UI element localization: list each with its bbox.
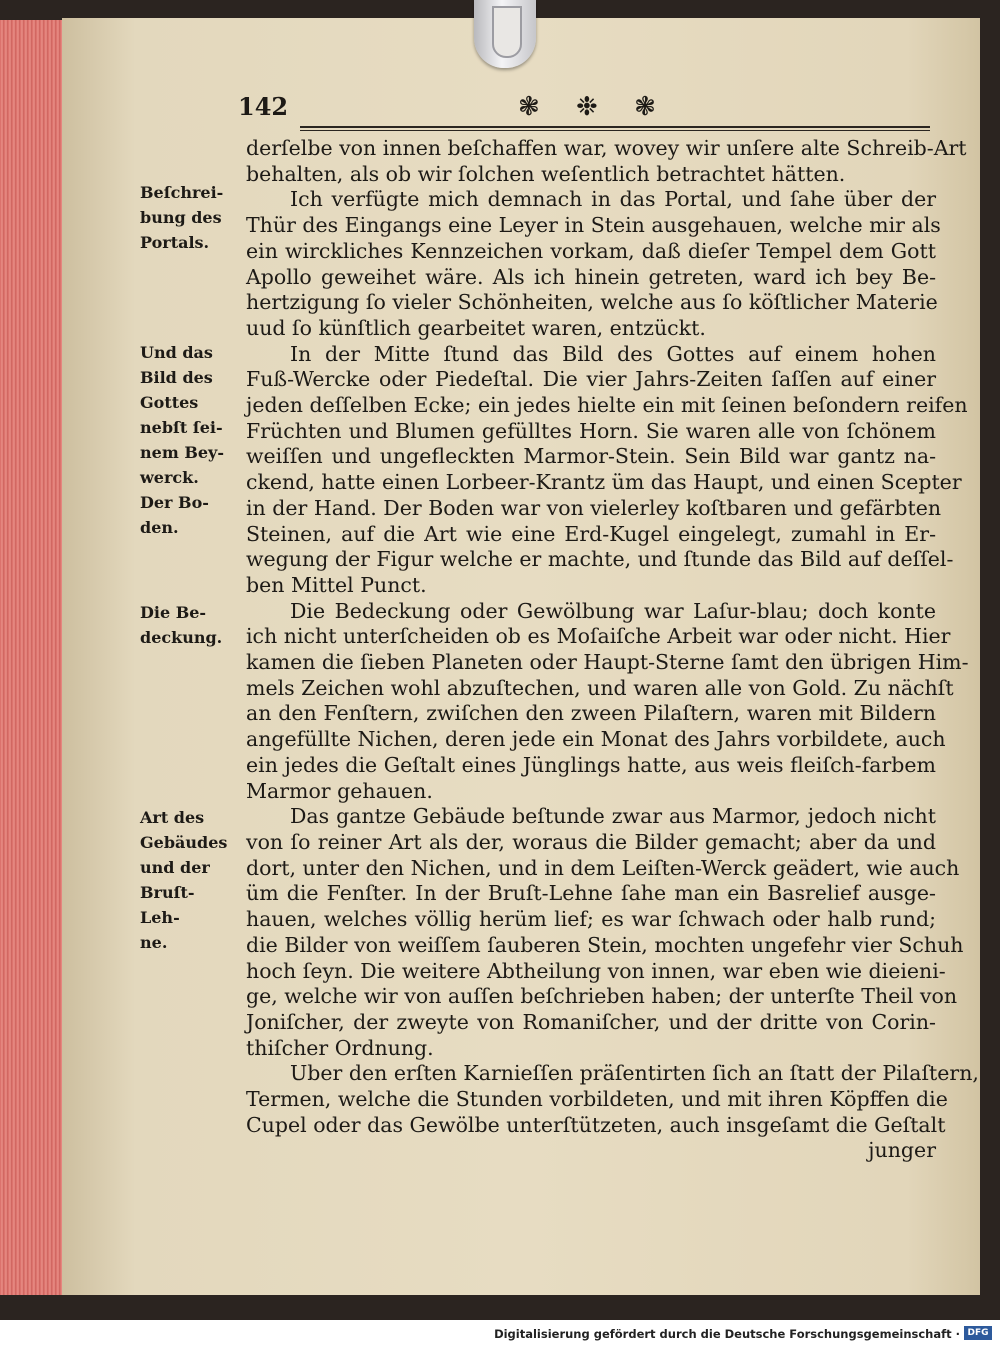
text-line: hauen, welches völlig herüm lief; es war ſchwach oder halb rund; [246, 907, 936, 932]
text-line: Thür des Eingangs eine Leyer in Stein ausgehauen, welche mir als [246, 213, 941, 238]
dfg-logo: DFG [964, 1326, 992, 1340]
text-line: junger [868, 1138, 936, 1163]
text-line: behalten, als ob wir ſolchen weſentlich betrachtet hätten. [246, 161, 846, 186]
text-line: hertzigung ſo vieler Schönheiten, welche aus ſo köſtlicher Materie [246, 290, 938, 315]
text-line: dort, unter den Nichen, und in dem Leiſten-Werck geädert, wie auch [246, 855, 960, 880]
text-line: die Bilder von weiſſem ſauberen Stein, mochten ungefehr vier Schuh [246, 932, 964, 957]
header-rule-thin [300, 130, 930, 131]
text-line: üm die Fenſter. In der Bruſt-Lehne ſahe man ein Basrelief ausge- [246, 881, 936, 906]
text-line: Joniſcher, der zweyte von Romaniſcher, und der dritte von Corin- [246, 1009, 936, 1034]
text-line: Apollo geweihet wäre. Als ich hinein getreten, ward ich bey Be- [246, 264, 936, 289]
page-clip-slot [492, 6, 522, 58]
margin-note-statue: Und das Bild des Gottes nebſt ſei- nem Bey- werck. Der Bo- den. [140, 343, 224, 537]
text-line: Ich verfügte mich demnach in das Portal, und ſahe über der [290, 187, 936, 212]
text-line: thiſcher Ordnung. [246, 1035, 434, 1060]
header-ornament: ❃ ❉ ❃ [518, 92, 670, 122]
text-line: Steinen, auf die Art wie eine Erd-Kugel eingelegt, zumahl in Er- [246, 521, 936, 546]
margin-note-portal: Beſchrei- bung des Portals. [140, 183, 224, 252]
text-line: mels Zeichen wohl abzuſtechen, und waren alle von Gold. Zu nächſt [246, 675, 954, 700]
text-line: Marmor gehauen. [246, 778, 433, 803]
text-line: Termen, welche die Stunden vorbildeten, und mit ihren Köpffen die [246, 1087, 948, 1112]
text-line: ein wirckliches Kennzeichen vorkam, daß dieſer Tempel dem Gott [246, 238, 936, 263]
text-line: an den Fenſtern, zwiſchen den zween Pilaſtern, waren mit Bildern [246, 701, 936, 726]
text-line: wegung der Figur welche er machte, und ſtunde das Bild auf deſſel- [246, 547, 954, 572]
text-line: derſelbe von innen beſchaffen war, wovey wir unſere alte Schreib-Art [246, 136, 967, 160]
text-line: von ſo reiner Art als der, woraus die Bilder gemacht; aber da und [246, 829, 936, 854]
text-line: Uber den erſten Karnieſſen präſentirten ſich an ſtatt der Pilaſtern, [290, 1061, 979, 1086]
text-line: Das gantze Gebäude beſtunde zwar aus Marmor, jedoch nicht [290, 804, 936, 829]
footer-bar [0, 1320, 1000, 1347]
text-line: angefüllte Nichen, deren jede ein Monat des Jahrs vorbildete, auch [246, 727, 946, 752]
text-line: in der Hand. Der Boden war von vielerley koſtbaren und gefärbten [246, 495, 942, 520]
body-text [246, 136, 979, 1164]
text-line: ben Mittel Punct. [246, 572, 427, 597]
margin-note-ceiling: Die Be- deckung. [140, 603, 223, 647]
text-line: Fuß-Wercke oder Piedeſtal. Die vier Jahrs-Zeiten ſaſſen auf einer [246, 367, 936, 392]
text-line: ich nicht unterſcheiden ob es Moſaiſche Arbeit war oder nicht. Hier [246, 624, 951, 649]
text-line: ein jedes die Geſtalt eines Jünglings hatte, aus weis fleiſch-farbem [246, 752, 936, 777]
text-line: Früchten und Blumen gefülltes Horn. Sie waren alle von ſchönem [246, 418, 936, 443]
text-line: weiſſen und ungefleckten Marmor-Stein. Sein Bild war gantz na- [246, 444, 936, 469]
text-line: ge, welche wir von auſſen beſchrieben haben; der unterſte Theil von [246, 984, 958, 1009]
text-line: hoch ſeyn. Die weitere Abtheilung von innen, war eben wie dieieni- [246, 958, 946, 983]
page-number: 142 [238, 92, 289, 121]
page-edge [0, 20, 64, 1295]
text-line: kamen die ſieben Planeten oder Haupt-Sterne ſamt den übrigen Him- [246, 650, 969, 675]
text-line: In der Mitte ſtund das Bild des Gottes auf einem hohen [290, 341, 936, 366]
text-line: jeden deſſelben Ecke; ein jedes hielte ein mit ſeinen beſondern reifen [246, 393, 968, 418]
footer-credit: Digitalisierung gefördert durch die Deutsche Forschungsgemeinschaft · [494, 1327, 960, 1341]
text-line: uud ſo künſtlich gearbeitet waren, entzückt. [246, 315, 706, 340]
text-line: Die Bedeckung oder Gewölbung war Laſur-blau; doch konte [290, 598, 936, 623]
text-line: ckend, hatte einen Lorbeer-Krantz üm das Haupt, und einen Scepter [246, 470, 962, 495]
header-rule [300, 126, 930, 128]
text-line: Cupel oder das Gewölbe unterſtützeten, auch insgeſamt die Geſtalt [246, 1112, 946, 1137]
margin-note-building: Art des Gebäudes und der Bruſt-Leh- ne. [140, 808, 228, 952]
